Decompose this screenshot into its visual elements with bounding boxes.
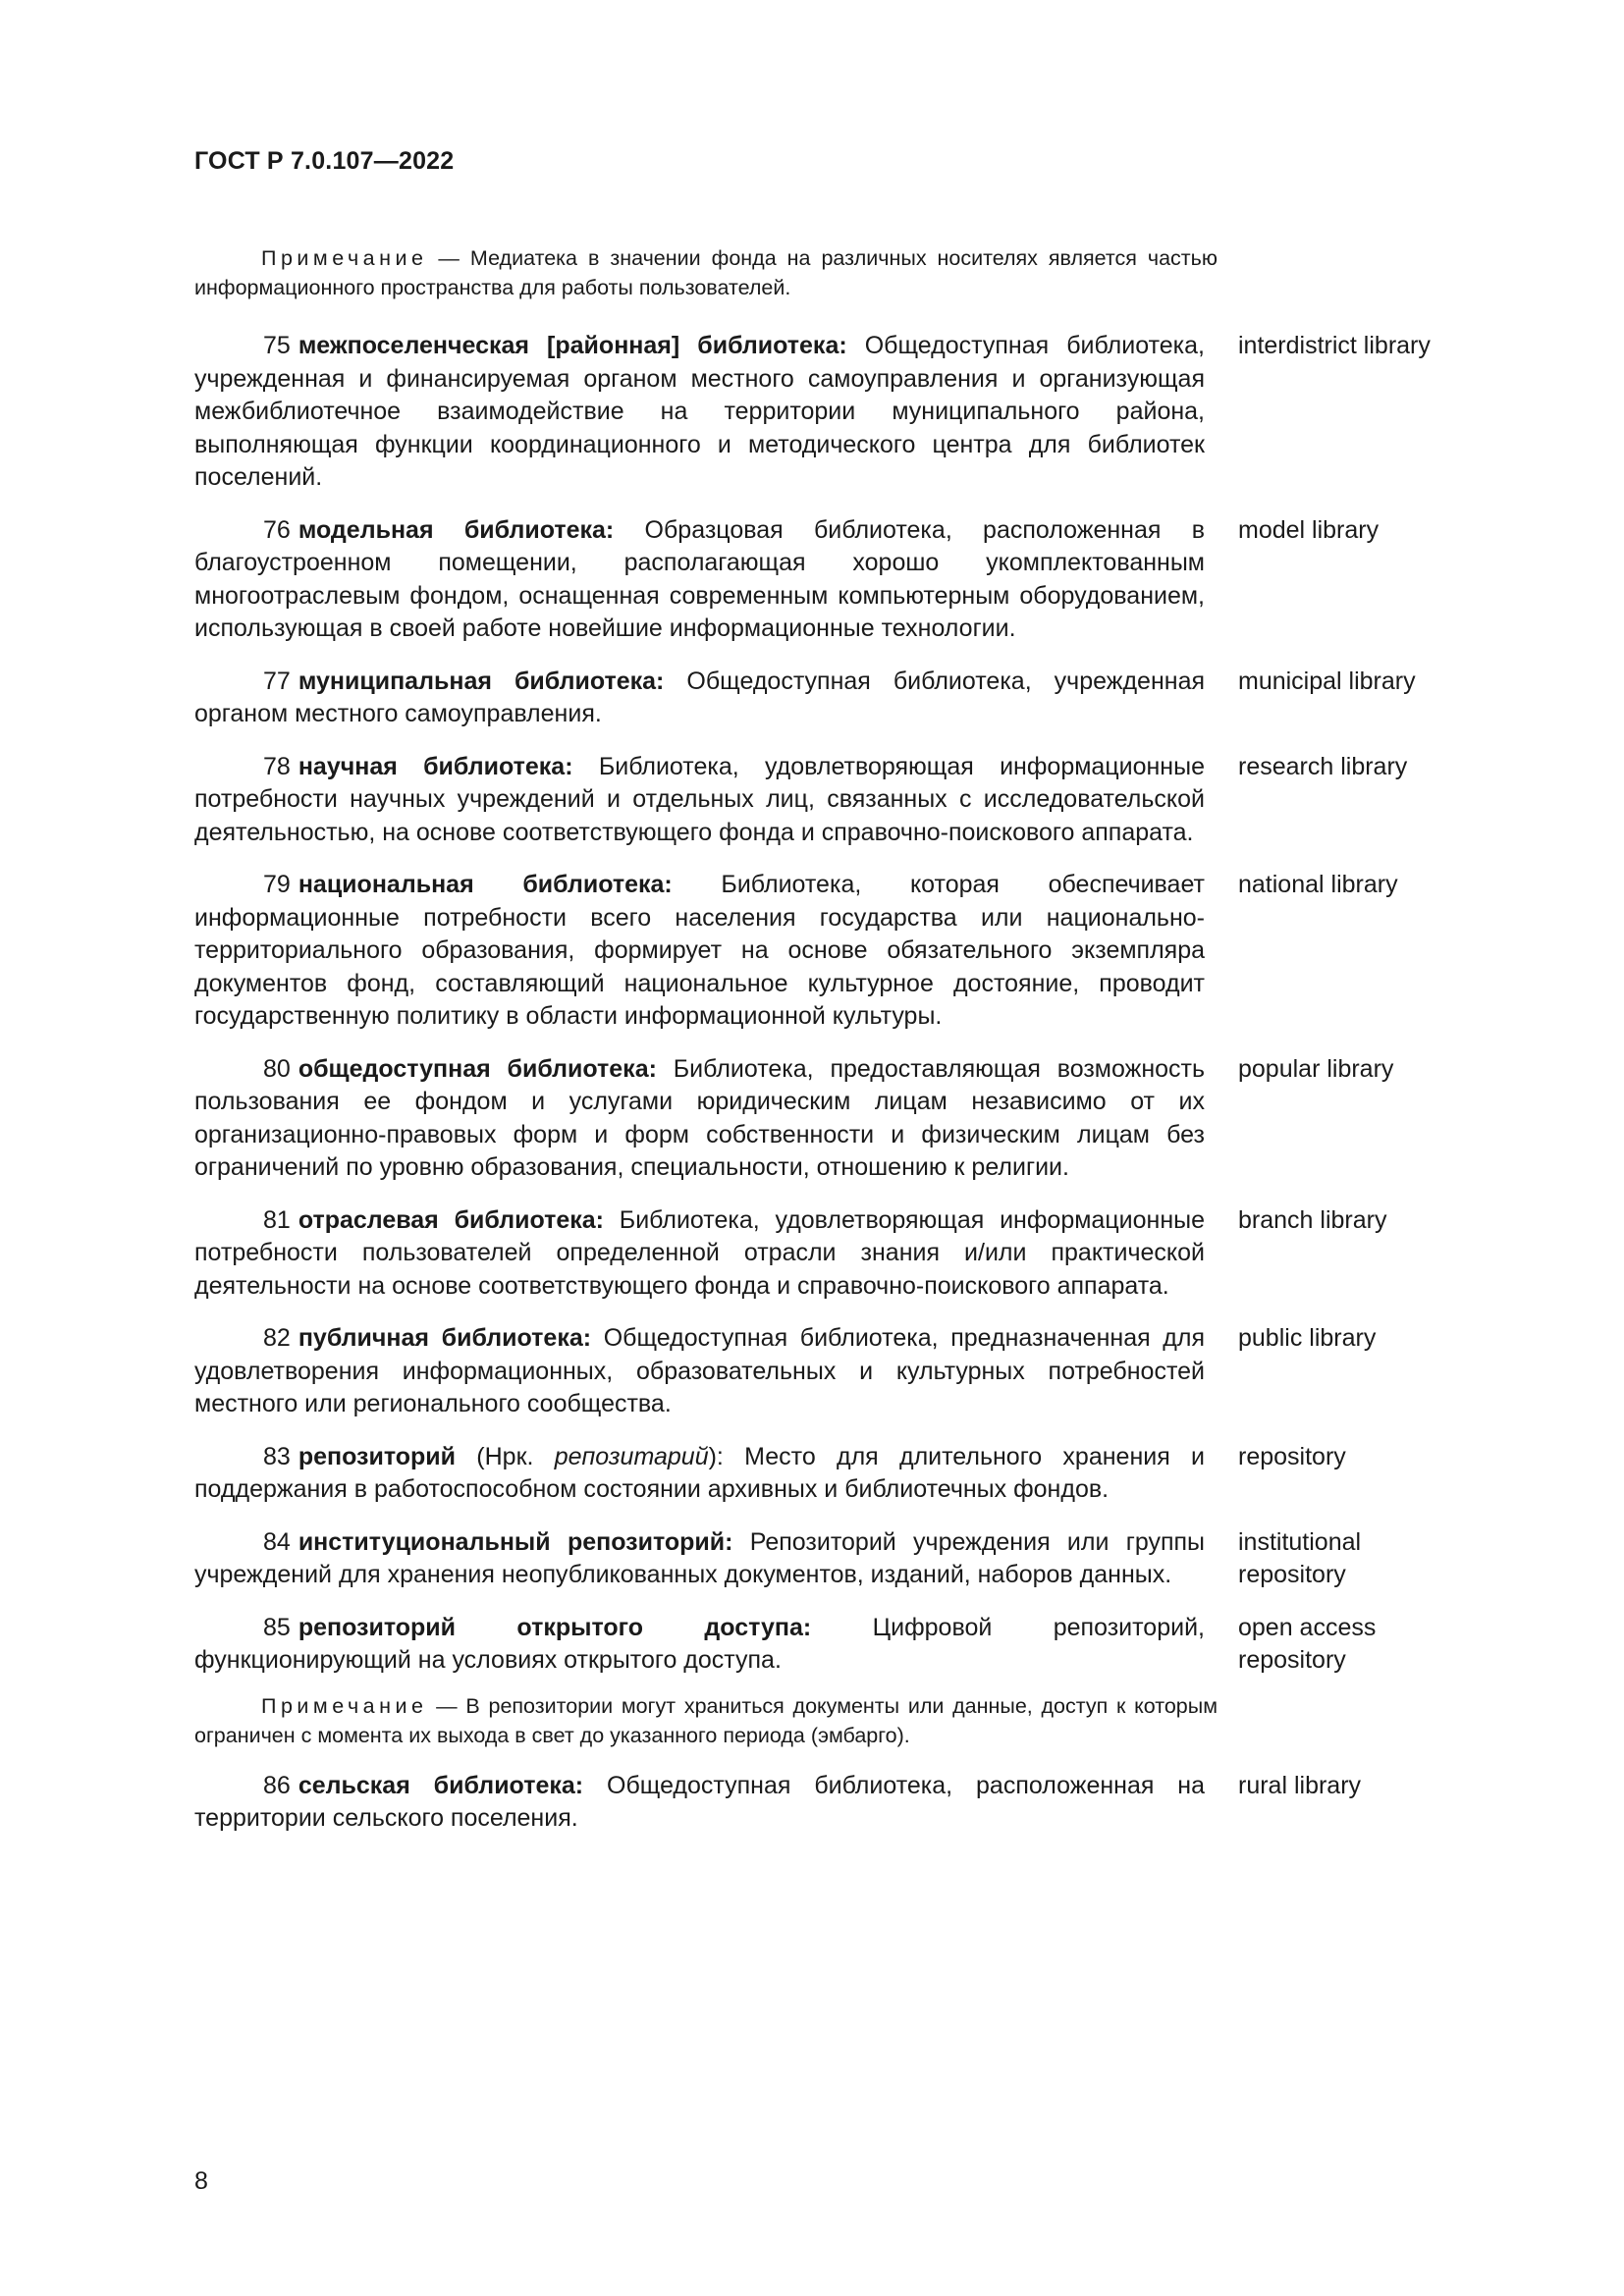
term-number: 81 bbox=[263, 1205, 291, 1234]
term-english: national library bbox=[1238, 871, 1398, 898]
term-definition-text: Общедоступная библиотека, учрежденная и финансируемая органом местного самоуправления и организующая межбиблиотечное взаимодействие на территории муниципального района, выполняющая функции координационного и методического центра для библиотек поселений. bbox=[194, 332, 1205, 491]
term-english: rural library bbox=[1238, 1771, 1362, 1799]
term-name: репозиторий bbox=[298, 1442, 457, 1470]
term-english: research library bbox=[1238, 752, 1408, 780]
term-definition-text: Цифровой репозиторий, функционирующий на условиях открытого доступа. bbox=[194, 1613, 1205, 1674]
term-number: 84 bbox=[263, 1527, 291, 1556]
term-definition bbox=[194, 1204, 1205, 1304]
note-label: Примечание bbox=[261, 1693, 428, 1718]
note-repository bbox=[194, 1691, 1218, 1750]
term-definition bbox=[194, 1053, 1205, 1185]
page-number: 8 bbox=[194, 2167, 208, 2195]
note-dash: — bbox=[427, 1693, 466, 1718]
term-definition bbox=[194, 1322, 1205, 1421]
term-variant-suffix: ): bbox=[708, 1442, 745, 1470]
term-definition bbox=[194, 1612, 1205, 1678]
term-name: модельная библиотека: bbox=[298, 515, 615, 544]
term-definition-text: Библиотека, удовлетворяющая информационные потребности пользователей определенной отрасли знания и/или практической деятельности на основе соответствующего фонда и справочно-поискового аппарата. bbox=[194, 1205, 1206, 1300]
term-definition bbox=[194, 514, 1205, 646]
term-definition bbox=[194, 330, 1205, 495]
term-english: open access repository bbox=[1238, 1613, 1377, 1674]
term-english: popular library bbox=[1238, 1054, 1394, 1083]
term-number: 85 bbox=[263, 1613, 291, 1641]
term-name: национальная библиотека: bbox=[298, 871, 673, 898]
term-name: межпоселенческая [районная] библиотека: bbox=[298, 332, 847, 359]
term-definition bbox=[194, 1770, 1205, 1836]
term-definition-text: Общедоступная библиотека, расположенная на территории сельского поселения. bbox=[194, 1771, 1206, 1832]
document-header: ГОСТ Р 7.0.107—2022 bbox=[194, 147, 455, 175]
term-english: public library bbox=[1238, 1324, 1377, 1352]
term-definition-text: Место для длительного хранения и поддержания в работоспособном состоянии архивных и библиотечных фондов. bbox=[194, 1442, 1205, 1503]
term-entry-85 bbox=[194, 1612, 1471, 1678]
term-definition-text: Образцовая библиотека, расположенная в благоустроенном помещении, располагающая хорошо укомплектованным многоотраслевым фондом, оснащенная современным компьютерным оборудованием, использующая в своей работе новейшие информационные технологии. bbox=[194, 515, 1205, 642]
term-english: institutional repository bbox=[1238, 1527, 1362, 1588]
term-definition-text: Библиотека, которая обеспечивает информационные потребности всего населения государства или национально-территориального образования, формирует на основе обязательного экземпляра документов фонд, составляющий национальное культурное достояние, проводит государственную политику в области информационной культуры. bbox=[194, 871, 1205, 1030]
term-number: 75 bbox=[263, 332, 291, 359]
term-english: model library bbox=[1238, 515, 1380, 544]
term-entry-78 bbox=[194, 751, 1471, 850]
term-english: interdistrict library bbox=[1238, 332, 1431, 359]
term-definition bbox=[194, 869, 1205, 1034]
term-definition bbox=[194, 666, 1205, 731]
term-entry-77 bbox=[194, 666, 1471, 731]
term-name: публичная библиотека: bbox=[298, 1324, 592, 1352]
term-entry-86 bbox=[194, 1770, 1471, 1836]
term-name: сельская библиотека: bbox=[298, 1771, 584, 1799]
term-entry-83 bbox=[194, 1441, 1471, 1507]
note-label: Примечание bbox=[261, 246, 428, 270]
note-text: Медиатека в значении фонда на различных носителях является частью информационного пространства для работы пользователей. bbox=[194, 246, 1218, 299]
term-number: 82 bbox=[263, 1324, 291, 1352]
terms-content bbox=[194, 243, 1471, 1855]
term-name: репозиторий открытого доступа: bbox=[298, 1613, 812, 1641]
term-number: 79 bbox=[263, 871, 291, 898]
note-dash: — bbox=[427, 246, 470, 270]
term-definition-text: Репозиторий учреждения или группы учреждений для хранения неопубликованных документов, изданий, наборов данных. bbox=[194, 1527, 1206, 1588]
term-definition bbox=[194, 1441, 1205, 1507]
term-entry-82 bbox=[194, 1322, 1471, 1421]
term-number: 78 bbox=[263, 752, 291, 780]
term-variant-prefix: (Нрк. bbox=[456, 1442, 555, 1470]
term-number: 77 bbox=[263, 667, 291, 695]
term-number: 86 bbox=[263, 1771, 291, 1799]
term-variant-italic: репозитарий bbox=[554, 1442, 709, 1470]
note-media-library bbox=[194, 243, 1218, 302]
term-entry-84 bbox=[194, 1526, 1471, 1592]
term-definition bbox=[194, 1526, 1205, 1592]
term-english: branch library bbox=[1238, 1205, 1387, 1234]
term-name: общедоступная библиотека: bbox=[298, 1054, 657, 1083]
term-definition-text: Библиотека, удовлетворяющая информационные потребности научных учреждений и отдельных лиц, связанных с исследовательской деятельностью, на основе соответствующего фонда и справочно-поискового аппарата. bbox=[194, 752, 1205, 846]
term-entry-80 bbox=[194, 1053, 1471, 1185]
term-name: институциональный репозиторий: bbox=[298, 1527, 733, 1556]
term-definition-text: Общедоступная библиотека, учрежденная органом местного самоуправления. bbox=[194, 667, 1206, 727]
term-entry-75 bbox=[194, 330, 1471, 495]
term-definition-text: Библиотека, предоставляющая возможность пользования ее фондом и услугами юридическим лицам независимо от их организационно-правовых форм и форм собственности и физическим лицам без ограничений по уровню образования, специальности, отношению к религии. bbox=[194, 1054, 1206, 1181]
note-text: В репозитории могут храниться документы или данные, доступ к которым ограничен с момента их выхода в свет до указанного периода (эмбарго). bbox=[194, 1693, 1218, 1747]
term-entry-76 bbox=[194, 514, 1471, 646]
term-english: municipal library bbox=[1238, 667, 1416, 695]
term-definition-text: Общедоступная библиотека, предназначенная для удовлетворения информационных, образовательных и культурных потребностей местного или регионального сообщества. bbox=[194, 1324, 1205, 1417]
term-definition bbox=[194, 751, 1205, 850]
term-name: научная библиотека: bbox=[298, 752, 573, 780]
term-name: отраслевая библиотека: bbox=[298, 1205, 604, 1234]
term-number: 80 bbox=[263, 1054, 291, 1083]
term-english: repository bbox=[1238, 1442, 1346, 1470]
term-name: муниципальная библиотека: bbox=[298, 667, 665, 695]
term-number: 76 bbox=[263, 515, 291, 544]
term-number: 83 bbox=[263, 1442, 291, 1470]
term-entry-79 bbox=[194, 869, 1471, 1034]
term-entry-81 bbox=[194, 1204, 1471, 1304]
